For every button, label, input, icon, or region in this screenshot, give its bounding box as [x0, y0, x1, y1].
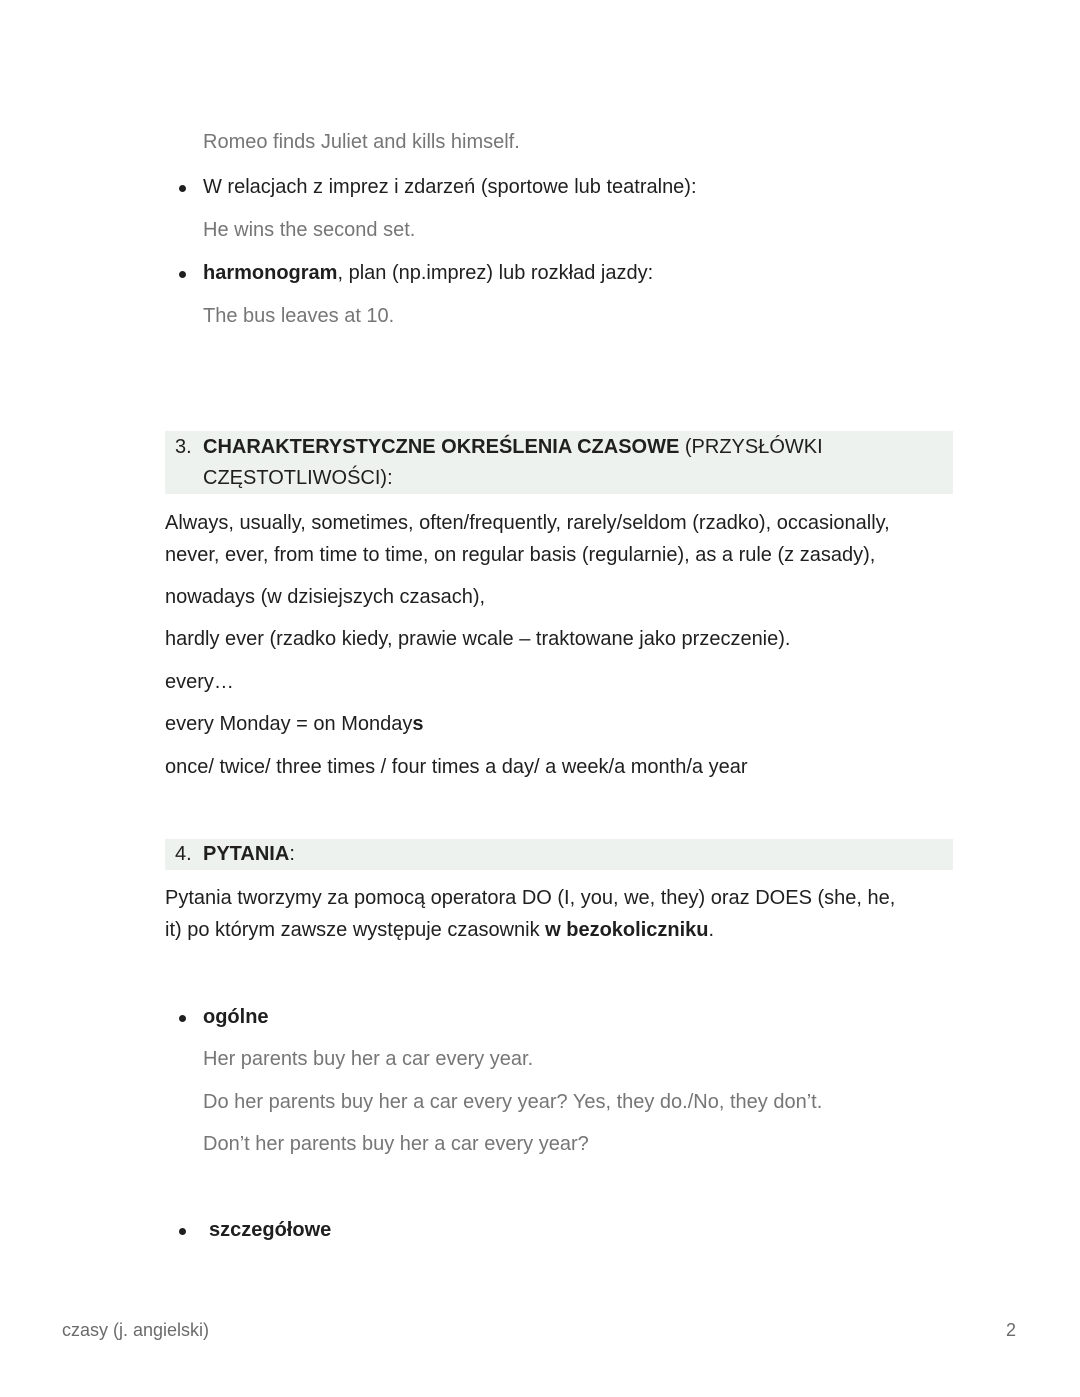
frequency-line: once/ twice/ three times / four times a day/ a week/a month/a year: [165, 756, 748, 778]
adverbs-line: never, ever, from time to time, on regular basis (regularnie), as a rule (z zasady),: [165, 544, 876, 566]
every-monday-line: [165, 712, 424, 736]
bullet-dot: [179, 271, 186, 278]
footer-doc-title: czasy (j. angielski): [62, 1320, 210, 1340]
text-run: (PRZYSŁÓWKI: [679, 436, 823, 458]
example-second-set: He wins the second set.: [203, 219, 416, 241]
section3-number: 3.: [175, 436, 192, 458]
example-romeo: Romeo finds Juliet and kills himself.: [203, 131, 520, 153]
adverbs-line: hardly ever (rzadko kiedy, prawie wcale – traktowane jako przeczenie).: [165, 628, 791, 650]
bullet-specific: [209, 1218, 331, 1242]
section3-heading: [203, 435, 823, 459]
section3-heading-line2: CZĘSTOTLIWOŚCI):: [203, 467, 393, 489]
text-run: :: [289, 843, 295, 865]
general-example: Do her parents buy her a car every year? Yes, they do./No, they don’t.: [203, 1091, 823, 1113]
example-bus: The bus leaves at 10.: [203, 305, 395, 327]
adverbs-line: nowadays (w dzisiejszych czasach),: [165, 586, 486, 608]
general-example: Her parents buy her a car every year.: [203, 1048, 534, 1070]
bullet-dot: [179, 1228, 186, 1235]
bullet-general: [203, 1005, 269, 1029]
section4-number: 4.: [175, 843, 192, 865]
text-run: it) po którym zawsze występuje czasownik: [165, 919, 546, 941]
questions-intro-line1: Pytania tworzymy za pomocą operatora DO (I, you, we, they) oraz DOES (she, he,: [165, 887, 896, 909]
adverbs-line: Always, usually, sometimes, often/frequently, rarely/seldom (rzadko), occasionally,: [165, 512, 890, 534]
bold-term: s: [412, 713, 424, 735]
text-run: every Monday = on Monday: [165, 713, 413, 735]
text-run: .: [708, 919, 715, 941]
text-run: , plan (np.imprez) lub rozkład jazdy:: [337, 262, 654, 284]
bullet-schedule-text: [203, 261, 653, 285]
footer-page-number: 2: [1006, 1320, 1017, 1340]
bullet-dot: [179, 185, 186, 192]
bold-term: w bezokoliczniku: [545, 919, 709, 941]
bold-term: PYTANIA: [203, 843, 290, 865]
questions-intro-line2: [165, 918, 714, 942]
bold-term: ogólne: [203, 1006, 269, 1028]
general-example: Don’t her parents buy her a car every year?: [203, 1133, 589, 1155]
bold-term: CHARAKTERYSTYCZNE OKREŚLENIA CZASOWE: [203, 436, 680, 458]
bullet-events-text: W relacjach z imprez i zdarzeń (sportowe lub teatralne):: [203, 176, 697, 198]
section4-heading: [203, 842, 295, 866]
adverbs-line: every…: [165, 671, 234, 693]
bold-term: szczegółowe: [209, 1219, 332, 1241]
bullet-dot: [179, 1015, 186, 1022]
bold-term: harmonogram: [203, 262, 338, 284]
